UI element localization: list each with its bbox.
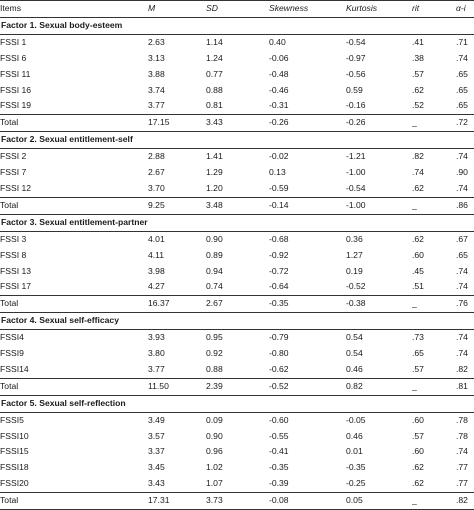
mean-cell: 2.67 <box>148 167 165 178</box>
factor-header-row <box>0 313 474 330</box>
kurtosis-cell: 0.05 <box>346 493 412 510</box>
rit-cell: .82 <box>412 151 424 162</box>
sd-cell: 1.29 <box>206 167 223 178</box>
table-row <box>0 346 474 362</box>
kurtosis-cell: 0.54 <box>346 348 363 359</box>
sd-cell: 1.24 <box>206 52 223 63</box>
skewness-cell: -0.39 <box>269 478 289 489</box>
mean-cell: 4.01 <box>148 233 165 244</box>
kurtosis-cell: 0.54 <box>346 332 363 343</box>
alpha-cell: .65 <box>456 249 468 260</box>
mean-cell: 3.57 <box>148 430 165 441</box>
alpha-cell: .74 <box>456 446 468 457</box>
rit-cell: .38 <box>412 52 424 63</box>
sd-cell: 0.96 <box>206 446 223 457</box>
mean-cell: 2.63 <box>148 36 165 47</box>
skewness-cell: -0.46 <box>269 84 289 95</box>
sd-cell: 0.92 <box>206 348 223 359</box>
item-cell: FSSI14 <box>0 363 29 374</box>
skewness-cell: -0.68 <box>269 233 289 244</box>
item-cell: FSSI 11 <box>0 68 31 79</box>
mean-cell: 3.13 <box>148 52 165 63</box>
factor-header-row <box>0 132 474 149</box>
kurtosis-cell: -1.00 <box>346 167 366 178</box>
table-row <box>0 476 474 492</box>
skewness-cell: -0.52 <box>269 378 346 395</box>
factor-title: Factor 1. Sexual body-esteem <box>0 17 474 34</box>
sd-cell: 0.89 <box>206 249 223 260</box>
kurtosis-cell: -0.26 <box>346 115 412 132</box>
item-cell: FSSI9 <box>0 348 24 359</box>
mean-cell: 3.74 <box>148 84 165 95</box>
alpha-cell: .81 <box>456 378 474 395</box>
factor-title: Factor 3. Sexual entitlement-partner <box>0 214 474 231</box>
rit-cell: .57 <box>412 68 424 79</box>
sd-cell: 1.41 <box>206 151 223 162</box>
alpha-cell: .78 <box>456 414 468 425</box>
skewness-cell: -0.02 <box>269 151 289 162</box>
sd-cell: 1.07 <box>206 478 223 489</box>
skewness-cell: -0.60 <box>269 414 289 425</box>
item-cell: FSSI5 <box>0 414 24 425</box>
item-cell: FSSI 7 <box>0 167 27 178</box>
alpha-cell: .74 <box>456 182 468 193</box>
sd-cell: 1.14 <box>206 36 223 47</box>
skewness-cell: -0.92 <box>269 249 289 260</box>
rit-cell: .45 <box>412 265 424 276</box>
mean-cell: 3.49 <box>148 414 165 425</box>
table-row <box>0 51 474 67</box>
alpha-cell: .90 <box>456 167 468 178</box>
rit-cell: _ <box>412 115 456 132</box>
mean-cell: 3.88 <box>148 68 165 79</box>
skewness-cell: -0.35 <box>269 296 346 313</box>
kurtosis-cell: -0.97 <box>346 52 366 63</box>
item-cell: Total <box>0 378 148 395</box>
kurtosis-cell: -0.25 <box>346 478 366 489</box>
alpha-cell: .72 <box>456 115 474 132</box>
sd-cell: 2.39 <box>206 378 269 395</box>
rit-cell: .62 <box>412 233 424 244</box>
rit-cell: .60 <box>412 414 424 425</box>
rit-cell: .57 <box>412 363 424 374</box>
table-row <box>0 34 474 50</box>
item-cell: FSSI15 <box>0 446 29 457</box>
alpha-cell: .82 <box>456 363 468 374</box>
rit-cell: .74 <box>412 167 424 178</box>
alpha-cell: .65 <box>456 68 468 79</box>
sd-cell: 0.74 <box>206 281 223 292</box>
kurtosis-cell: -0.54 <box>346 36 366 47</box>
header-skewness: Skewness <box>269 1 346 18</box>
table-row <box>0 248 474 264</box>
mean-cell: 3.37 <box>148 446 165 457</box>
mean-cell: 11.50 <box>148 378 206 395</box>
mean-cell: 3.43 <box>148 478 165 489</box>
skewness-cell: -0.72 <box>269 265 289 276</box>
table-row <box>0 460 474 476</box>
kurtosis-cell: -0.38 <box>346 296 412 313</box>
total-row <box>0 197 474 214</box>
table-row <box>0 330 474 346</box>
alpha-cell: .78 <box>456 430 468 441</box>
skewness-cell: -0.80 <box>269 348 289 359</box>
kurtosis-cell: 0.01 <box>346 446 363 457</box>
factor-title: Factor 4. Sexual self-efficacy <box>0 313 474 330</box>
item-cell: Total <box>0 115 148 132</box>
table-row <box>0 83 474 99</box>
sd-cell: 2.67 <box>206 296 269 313</box>
item-cell: FSSI 3 <box>0 233 27 244</box>
item-cell: FSSI18 <box>0 462 29 473</box>
item-cell: FSSI 12 <box>0 182 32 193</box>
alpha-cell: .74 <box>456 281 468 292</box>
alpha-cell: .76 <box>456 296 474 313</box>
rit-cell: .73 <box>412 332 424 343</box>
sd-cell: 3.48 <box>206 197 269 214</box>
table-row <box>0 429 474 445</box>
sd-cell: 0.90 <box>206 430 223 441</box>
mean-cell: 3.93 <box>148 332 165 343</box>
kurtosis-cell: -0.54 <box>346 182 366 193</box>
total-row <box>0 296 474 313</box>
rit-cell: .62 <box>412 478 424 489</box>
skewness-cell: -0.79 <box>269 332 289 343</box>
total-row <box>0 493 474 510</box>
sd-cell: 0.09 <box>206 414 223 425</box>
alpha-cell: .74 <box>456 332 468 343</box>
alpha-cell: .71 <box>456 36 468 47</box>
rit-cell: _ <box>412 378 456 395</box>
alpha-cell: .74 <box>456 265 468 276</box>
table-row <box>0 181 474 197</box>
alpha-cell: .77 <box>456 478 468 489</box>
sd-cell: 0.88 <box>206 363 223 374</box>
kurtosis-cell: -0.16 <box>346 100 366 111</box>
skewness-cell: 0.40 <box>269 36 286 47</box>
item-cell: FSSI 16 <box>0 84 32 95</box>
header-rit: rit <box>412 1 456 18</box>
sd-cell: 3.73 <box>206 493 269 510</box>
factor-title: Factor 2. Sexual entitlement-self <box>0 132 474 149</box>
total-row <box>0 378 474 395</box>
table-row <box>0 165 474 181</box>
table-header-row <box>0 1 474 18</box>
factor-header-row <box>0 214 474 231</box>
sd-cell: 0.90 <box>206 233 223 244</box>
item-cell: FSSI 6 <box>0 52 27 63</box>
mean-cell: 3.45 <box>148 462 165 473</box>
alpha-cell: .74 <box>456 151 468 162</box>
item-cell: Total <box>0 197 148 214</box>
sd-cell: 1.20 <box>206 182 223 193</box>
mean-cell: 17.15 <box>148 115 206 132</box>
kurtosis-cell: 0.59 <box>346 84 363 95</box>
kurtosis-cell: 0.46 <box>346 430 363 441</box>
factor-header-row <box>0 17 474 34</box>
kurtosis-cell: -0.35 <box>346 462 366 473</box>
skewness-cell: -0.62 <box>269 363 289 374</box>
sd-cell: 0.95 <box>206 332 223 343</box>
rit-cell: .62 <box>412 84 424 95</box>
rit-cell: .62 <box>412 462 424 473</box>
mean-cell: 3.98 <box>148 265 165 276</box>
skewness-cell: -0.26 <box>269 115 346 132</box>
sd-cell: 0.94 <box>206 265 223 276</box>
sd-cell: 0.81 <box>206 100 223 111</box>
sd-cell: 0.77 <box>206 68 223 79</box>
alpha-cell: .65 <box>456 100 468 111</box>
skewness-cell: -0.55 <box>269 430 289 441</box>
table-row <box>0 231 474 247</box>
factor-title: Factor 5. Sexual self-reflection <box>0 395 474 412</box>
alpha-cell: .65 <box>456 84 468 95</box>
skewness-cell: -0.08 <box>269 493 346 510</box>
table-row <box>0 279 474 295</box>
rit-cell: _ <box>412 296 456 313</box>
table-row <box>0 412 474 428</box>
header-mean: M <box>148 1 206 18</box>
mean-cell: 9.25 <box>148 197 206 214</box>
kurtosis-cell: 0.19 <box>346 265 363 276</box>
total-row <box>0 115 474 132</box>
item-cell: Total <box>0 296 148 313</box>
rit-cell: .52 <box>412 100 424 111</box>
kurtosis-cell: -1.00 <box>346 197 412 214</box>
item-cell: FSSI10 <box>0 430 29 441</box>
header-kurtosis: Kurtosis <box>346 1 412 18</box>
alpha-cell: .74 <box>456 348 468 359</box>
item-cell: FSSI 13 <box>0 265 32 276</box>
rit-cell: _ <box>412 493 456 510</box>
sd-cell: 0.88 <box>206 84 223 95</box>
mean-cell: 4.27 <box>148 281 165 292</box>
header-items: Items <box>0 1 148 18</box>
header-sd: SD <box>206 1 269 18</box>
mean-cell: 2.88 <box>148 151 165 162</box>
item-cell: Total <box>0 493 148 510</box>
item-cell: FSSI20 <box>0 478 29 489</box>
skewness-cell: 0.13 <box>269 167 286 178</box>
alpha-cell: .86 <box>456 197 474 214</box>
item-cell: FSSI 8 <box>0 249 27 260</box>
alpha-cell: .67 <box>456 233 468 244</box>
skewness-cell: -0.41 <box>269 446 289 457</box>
skewness-cell: -0.35 <box>269 462 289 473</box>
rit-cell: .65 <box>412 348 424 359</box>
factor-header-row <box>0 395 474 412</box>
sd-cell: 3.43 <box>206 115 269 132</box>
kurtosis-cell: 0.82 <box>346 378 412 395</box>
skewness-cell: -0.06 <box>269 52 289 63</box>
skewness-cell: -0.59 <box>269 182 289 193</box>
table-row <box>0 362 474 378</box>
alpha-cell: .74 <box>456 52 468 63</box>
table-row <box>0 67 474 83</box>
table-row <box>0 149 474 165</box>
header-alpha: α-i <box>456 1 474 18</box>
kurtosis-cell: -0.05 <box>346 414 366 425</box>
mean-cell: 3.70 <box>148 182 165 193</box>
skewness-cell: -0.48 <box>269 68 289 79</box>
kurtosis-cell: -0.56 <box>346 68 366 79</box>
rit-cell: .62 <box>412 182 424 193</box>
rit-cell: .41 <box>412 36 424 47</box>
skewness-cell: -0.64 <box>269 281 289 292</box>
mean-cell: 3.80 <box>148 348 165 359</box>
table-row <box>0 98 474 114</box>
rit-cell: .60 <box>412 446 424 457</box>
kurtosis-cell: -0.52 <box>346 281 366 292</box>
rit-cell: .60 <box>412 249 424 260</box>
sd-cell: 1.02 <box>206 462 223 473</box>
item-cell: FSSI4 <box>0 332 24 343</box>
mean-cell: 17.31 <box>148 493 206 510</box>
item-cell: FSSI 2 <box>0 151 27 162</box>
mean-cell: 16.37 <box>148 296 206 313</box>
kurtosis-cell: 1.27 <box>346 249 363 260</box>
table-row <box>0 444 474 460</box>
rit-cell: .57 <box>412 430 424 441</box>
rit-cell: .51 <box>412 281 424 292</box>
rit-cell: _ <box>412 197 456 214</box>
alpha-cell: .77 <box>456 462 468 473</box>
mean-cell: 3.77 <box>148 363 165 374</box>
table-body <box>0 17 474 509</box>
item-cell: FSSI 17 <box>0 281 32 292</box>
mean-cell: 4.11 <box>148 249 165 260</box>
skewness-cell: -0.14 <box>269 197 346 214</box>
alpha-cell: .82 <box>456 493 474 510</box>
kurtosis-cell: -1.21 <box>346 151 366 162</box>
mean-cell: 3.77 <box>148 100 165 111</box>
item-cell: FSSI 19 <box>0 100 32 111</box>
skewness-cell: -0.31 <box>269 100 289 111</box>
table-row <box>0 264 474 280</box>
kurtosis-cell: 0.46 <box>346 363 363 374</box>
item-cell: FSSI 1 <box>0 36 27 47</box>
kurtosis-cell: 0.36 <box>346 233 363 244</box>
